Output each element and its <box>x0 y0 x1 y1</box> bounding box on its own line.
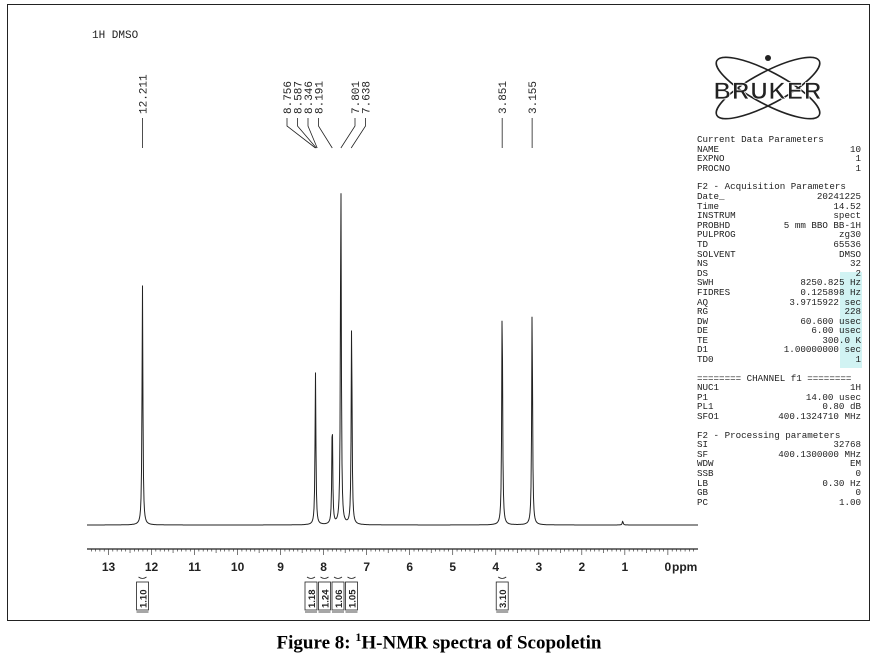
param-value: 6.00 usec <box>811 325 861 337</box>
param-value: 60.600 usec <box>800 315 861 327</box>
param-row <box>697 450 861 460</box>
param-value: 0 <box>855 468 861 479</box>
peak-leader <box>351 118 365 148</box>
param-key: Date_ <box>697 190 725 202</box>
integral-value: 1.24 <box>320 589 332 608</box>
param-key: EXPNO <box>697 153 725 165</box>
integral-value: 1.10 <box>138 589 150 608</box>
param-value: 5 mm BBO BB-1H <box>783 219 861 231</box>
peak-leader <box>341 118 355 148</box>
param-value: 1H <box>849 382 861 394</box>
param-value: 0.80 dB <box>822 401 861 413</box>
param-row <box>697 164 861 174</box>
peak-label: 12.211 <box>138 74 151 114</box>
acquisition-parameters-panel <box>697 135 861 507</box>
param-key: AQ <box>697 296 709 308</box>
param-key: P1 <box>697 391 709 403</box>
integral-value: 1.18 <box>307 589 318 608</box>
param-value: 0 <box>855 487 861 499</box>
param-key: PL1 <box>697 401 714 413</box>
svg-text:BRUKER: BRUKER <box>713 78 823 105</box>
param-key: INSTRUM <box>697 210 736 222</box>
param-row <box>697 250 861 260</box>
sample-label: 1H DMSO <box>92 30 139 42</box>
param-value: 400.1300000 MHz <box>778 448 861 460</box>
param-key: TD0 <box>697 354 714 366</box>
param-value: 1 <box>855 162 861 174</box>
param-key: D1 <box>697 344 709 356</box>
param-key: DS <box>697 267 709 279</box>
x-tick-label: 2 <box>578 560 586 574</box>
param-key: NUC1 <box>697 382 720 394</box>
peak-leader <box>298 118 317 148</box>
x-tick-label: 4 <box>492 560 500 574</box>
param-key: NS <box>697 258 709 270</box>
figure-caption: Figure 8: $^1$H-NMR spectra of Scopoletin <box>276 630 602 654</box>
peak-label: 8.756 <box>283 80 295 114</box>
param-row <box>697 345 861 355</box>
spectrum-trace <box>87 193 698 525</box>
peak-label: 3.851 <box>498 80 511 114</box>
param-value: 1 <box>855 354 861 366</box>
param-key: DW <box>697 315 709 327</box>
param-value: DMSO <box>838 248 861 260</box>
x-tick-label: 7 <box>363 560 371 574</box>
param-key: PROBHD <box>697 219 731 231</box>
param-value: 1.00 <box>838 496 861 508</box>
param-key: PULPROG <box>697 229 736 241</box>
x-tick-label: 0 <box>664 560 672 574</box>
param-value: 32768 <box>833 439 861 451</box>
x-tick-label: 5 <box>449 560 457 574</box>
param-value: 2 <box>855 267 861 279</box>
integral-value: 3.10 <box>498 589 510 608</box>
param-value: 3.9715922 sec <box>789 296 861 308</box>
param-key: Time <box>697 200 720 212</box>
peak-leader <box>319 118 333 148</box>
param-value: 0.30 Hz <box>822 477 861 489</box>
param-key: PC <box>697 496 709 508</box>
param-value: 1 <box>855 153 861 165</box>
param-section-title: F2 - Acquisition Parameters <box>697 181 846 193</box>
x-tick-label: 11 <box>188 560 201 574</box>
integral-bracket <box>139 577 147 579</box>
param-row <box>697 479 861 489</box>
param-value: 0.125898 Hz <box>800 286 861 298</box>
param-value: 228 <box>844 306 861 318</box>
param-row <box>697 459 861 469</box>
peak-label: 3.155 <box>528 80 541 114</box>
integral-bracket <box>334 577 342 579</box>
x-tick-label: 12 <box>144 560 159 574</box>
param-row <box>697 298 861 308</box>
param-key: GB <box>697 487 709 499</box>
param-key: TD <box>697 238 709 250</box>
param-value: spect <box>833 210 861 222</box>
param-row <box>697 412 861 422</box>
param-value: 14.52 <box>833 200 861 212</box>
x-axis-label: ppm <box>672 560 698 574</box>
param-key: FIDRES <box>697 286 731 298</box>
param-key: SSB <box>697 468 714 479</box>
param-row <box>697 259 861 269</box>
param-key: WDW <box>697 458 714 470</box>
param-section-title: Current Data Parameters <box>697 134 824 145</box>
integral-bracket <box>348 577 356 579</box>
param-section-title: F2 - Processing parameters <box>697 429 841 441</box>
param-key: SFO1 <box>697 411 720 423</box>
param-key: LB <box>697 477 709 489</box>
param-value: EM <box>849 458 861 470</box>
param-row <box>697 488 861 498</box>
x-tick-label: 8 <box>320 560 327 574</box>
param-key: TE <box>697 334 709 346</box>
param-key: RG <box>697 306 709 318</box>
param-value: 14.00 usec <box>805 391 861 403</box>
integral-bracket <box>307 577 315 579</box>
param-value: 400.1324710 MHz <box>778 411 861 423</box>
param-key: DE <box>697 325 709 337</box>
param-value: 8250.825 Hz <box>800 277 861 289</box>
param-value: zg30 <box>838 229 861 241</box>
x-tick-label: 1 <box>621 560 629 574</box>
integral-bracket <box>321 577 329 579</box>
x-tick-label: 13 <box>101 560 116 574</box>
peak-label: 7.801 <box>351 80 363 114</box>
param-value: 32 <box>849 258 861 270</box>
param-row <box>697 498 861 508</box>
param-value: 65536 <box>833 238 861 250</box>
param-key: SOLVENT <box>697 248 736 260</box>
param-value: 1.00000000 sec <box>783 344 861 356</box>
param-value: 20241225 <box>816 190 861 202</box>
peak-label: 8.346 <box>304 80 316 114</box>
bruker-logo <box>695 46 841 130</box>
x-tick-label: 6 <box>406 560 414 574</box>
peak-label: 8.191 <box>314 80 327 114</box>
x-tick-label: 10 <box>230 560 245 574</box>
peak-label: 8.587 <box>293 80 306 114</box>
param-key: SF <box>697 448 709 460</box>
integral-value: 1.06 <box>334 589 345 608</box>
param-key: SI <box>697 439 709 451</box>
param-section-title: ======== CHANNEL f1 ======== <box>697 372 852 384</box>
integral-bracket <box>498 577 506 579</box>
integral-value: 1.05 <box>347 589 359 608</box>
param-key: SWH <box>697 277 714 289</box>
param-value: 10 <box>849 143 861 155</box>
param-key: PROCNO <box>697 162 731 174</box>
param-key: NAME <box>697 143 720 155</box>
param-value: 300.0 K <box>822 334 861 346</box>
peak-label: 7.638 <box>361 80 374 114</box>
x-tick-label: 3 <box>535 560 543 574</box>
param-row <box>697 355 861 365</box>
x-tick-label: 9 <box>277 560 284 574</box>
